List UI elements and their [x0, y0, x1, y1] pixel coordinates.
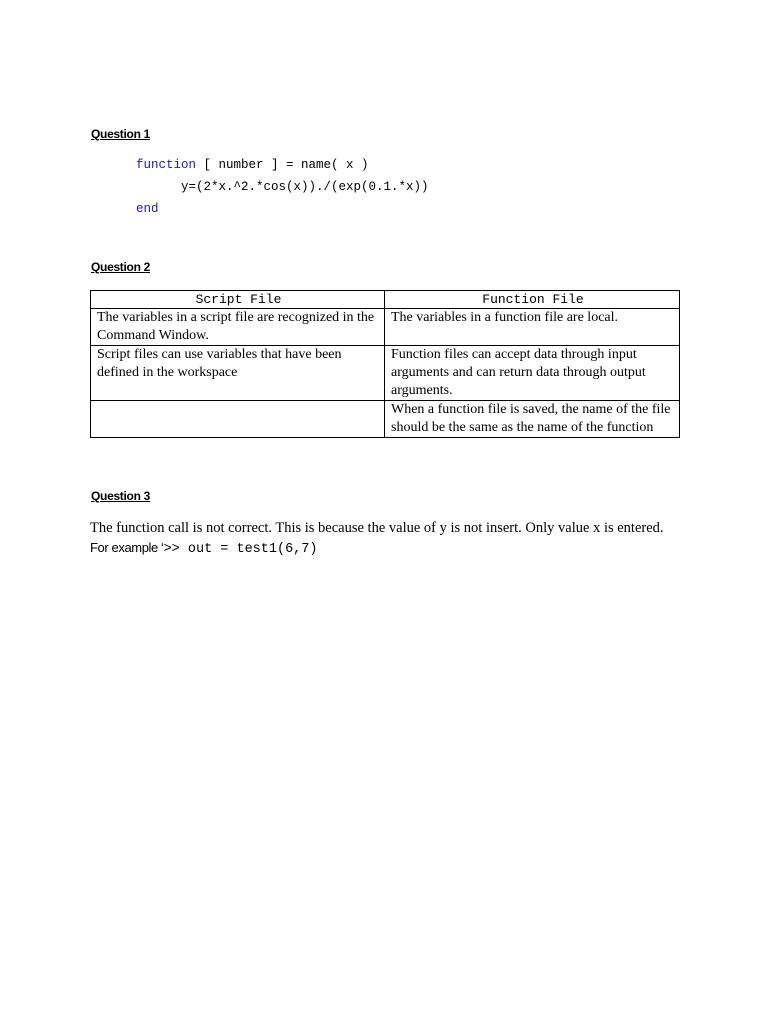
example-code: >> out = test1(6,7)	[163, 542, 318, 557]
table-header-row	[91, 291, 680, 309]
table-cell	[91, 401, 385, 438]
table-cell: Function files can accept data through input arguments and can return data through output arguments.	[385, 346, 680, 401]
table-cell: The variables in a script file are recognized in the Command Window.	[91, 309, 385, 346]
question-3-heading: Question 3	[91, 489, 151, 503]
question-3-answer	[90, 518, 670, 560]
table-cell: The variables in a function file are local.	[385, 309, 680, 346]
header-function-file: Function File	[385, 291, 680, 309]
code-line-body: y=(2*x.^2.*cos(x))./(exp(0.1.*x))	[181, 180, 429, 194]
table-row	[91, 346, 680, 401]
table-row	[91, 309, 680, 346]
question-2-heading: Question 2	[91, 260, 151, 274]
table-cell: When a function file is saved, the name of the file should be the same as the name of the function	[385, 401, 680, 438]
example-prefix: For example ‘	[90, 540, 164, 555]
comparison-table	[90, 290, 680, 438]
function-keyword: function	[136, 158, 197, 172]
table-row	[91, 401, 680, 438]
function-signature: [ number ] = name( x )	[196, 158, 369, 172]
header-script-file: Script File	[91, 291, 385, 309]
answer-text: The function call is not correct. This is because the value of y is not insert. Only value x is entered.	[90, 520, 664, 536]
code-line-function-declaration	[136, 158, 369, 172]
table-cell: Script files can use variables that have been defined in the workspace	[91, 346, 385, 401]
end-keyword: end	[136, 202, 159, 216]
question-1-heading: Question 1	[91, 127, 151, 141]
